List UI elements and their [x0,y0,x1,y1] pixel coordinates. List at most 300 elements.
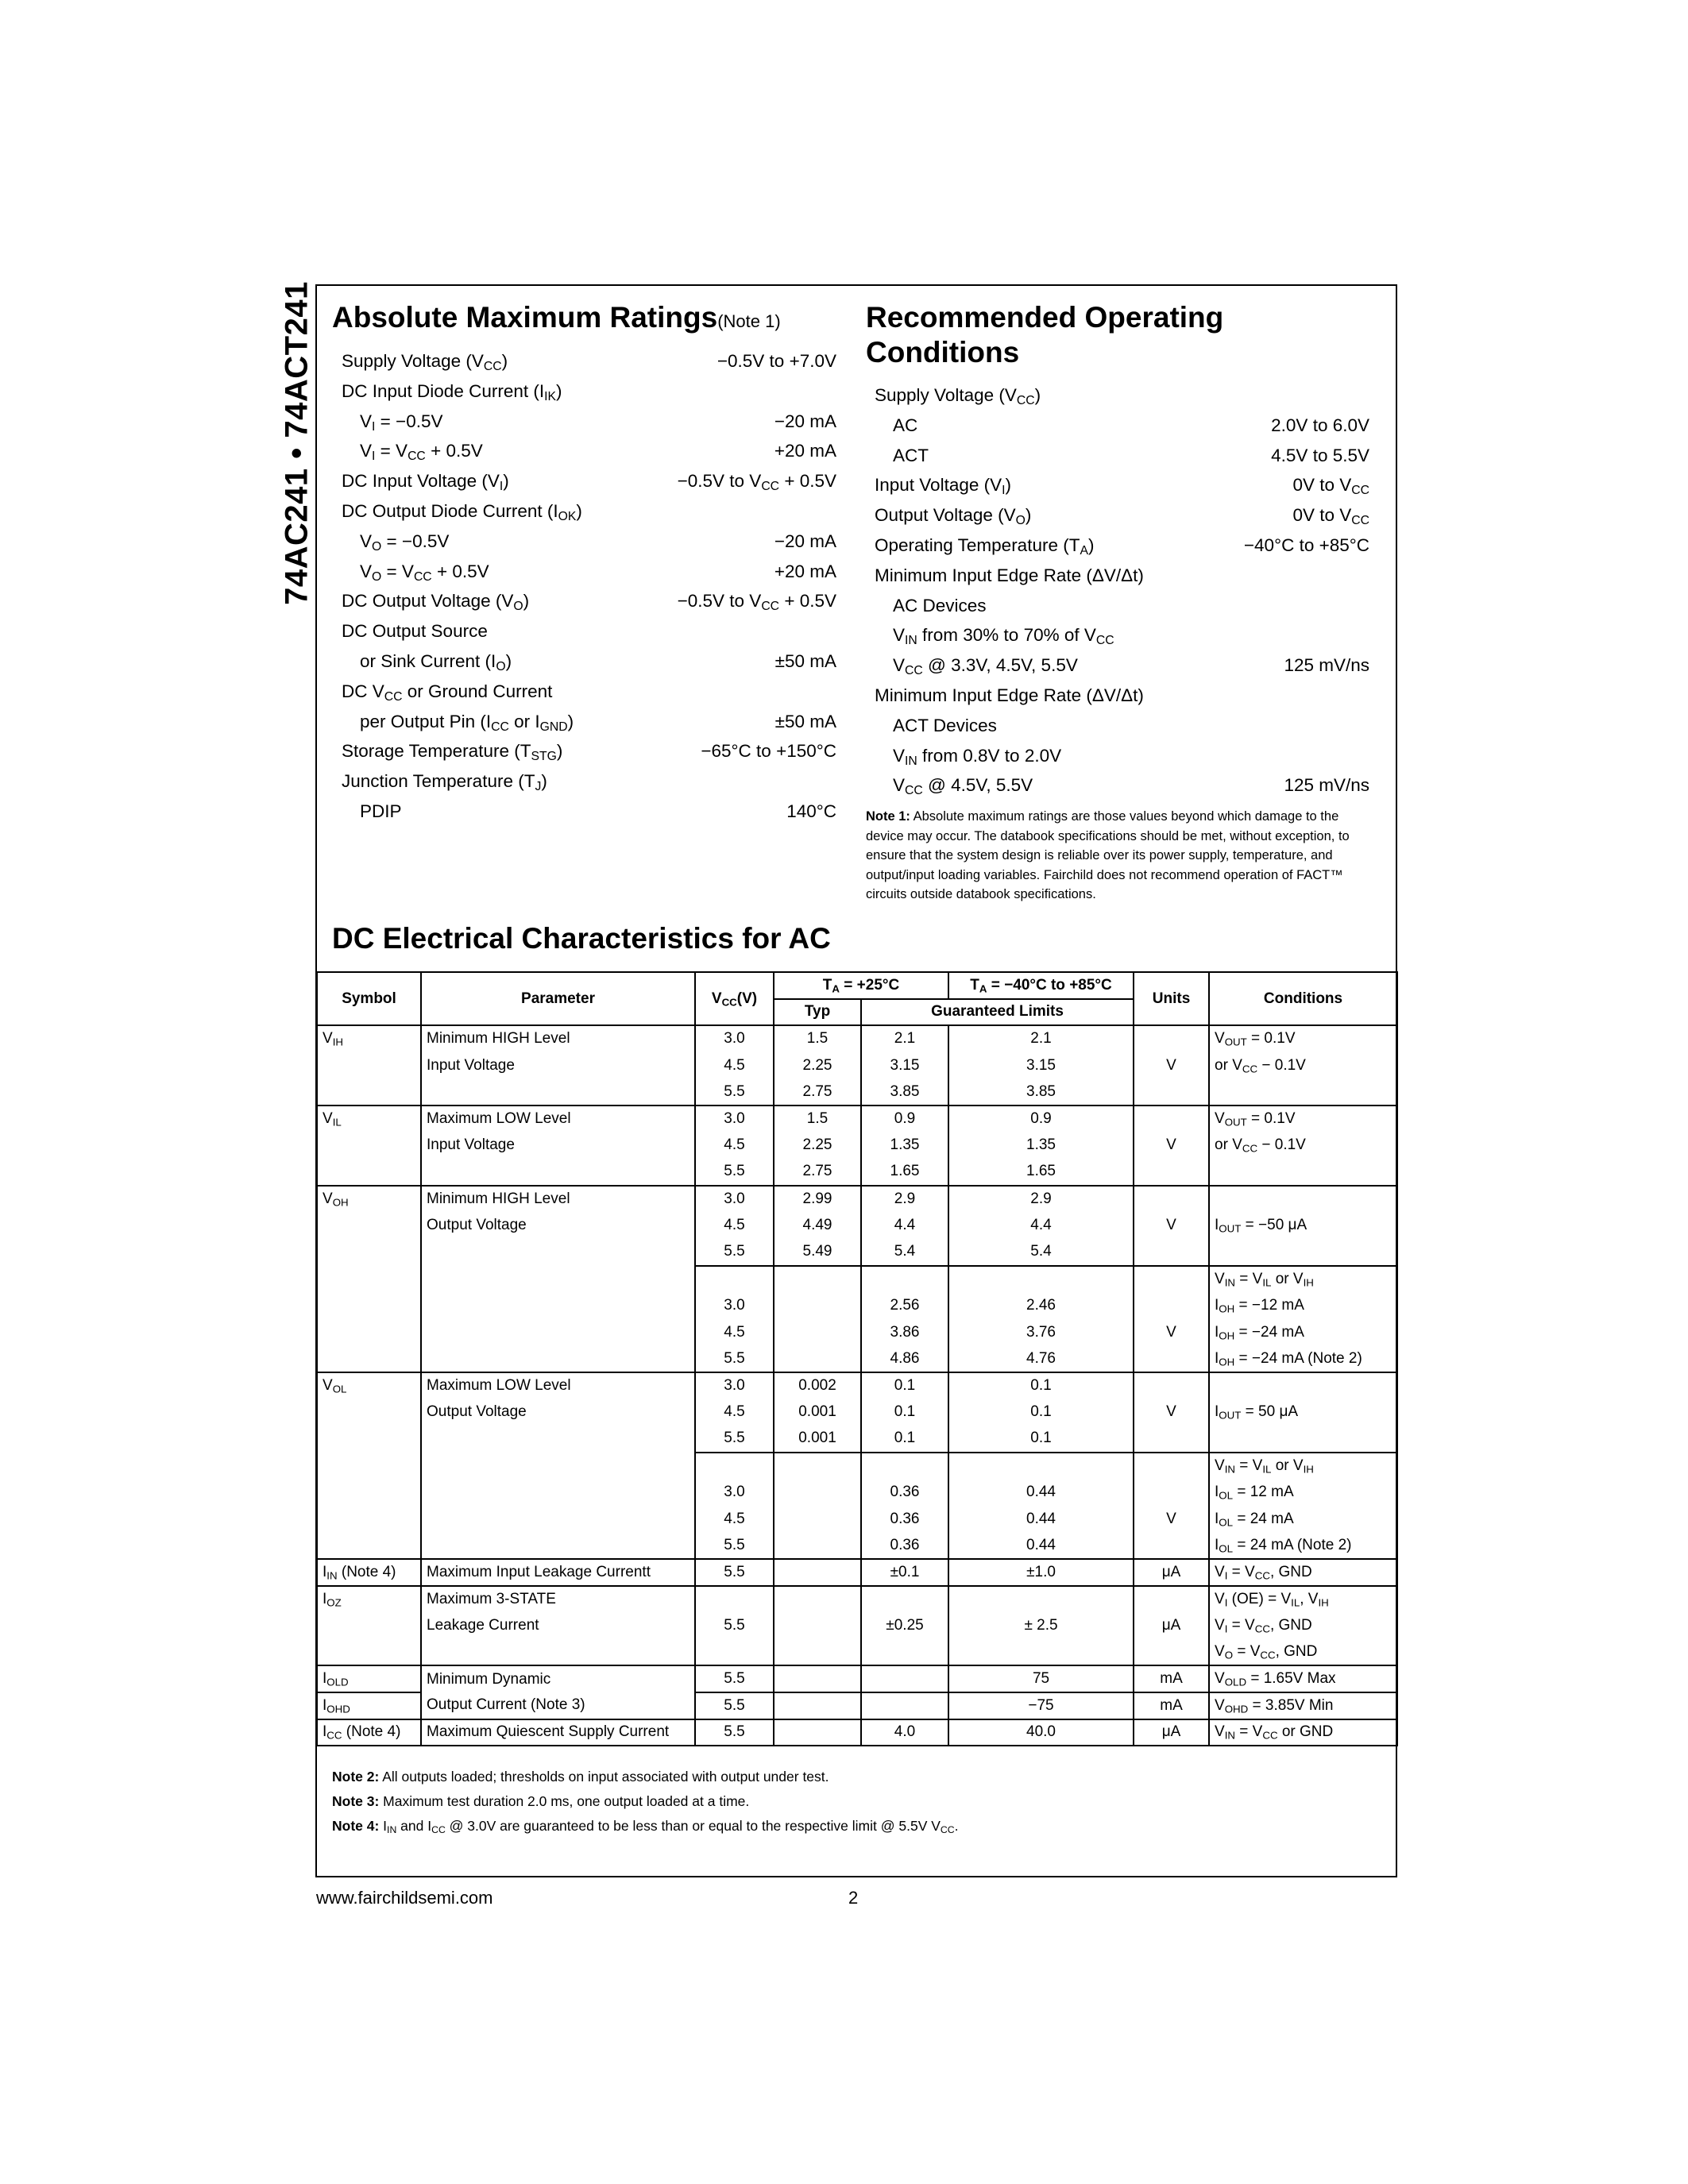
abs-max-row-label: DC Input Voltage $(V_I)$ [342,471,509,494]
abs-max-row-label: $V_O = -0.5V$ [360,531,450,554]
cell-limit-25c [861,1692,948,1719]
cell-limit-25c: 4.0 [861,1719,948,1746]
cell-parameter: Output Voltage [421,1399,695,1426]
cell-limit-25c: 0.1 [861,1399,948,1426]
cell-units [1134,1025,1209,1052]
cell-limit-25c: 5.4 [861,1239,948,1266]
cell-conditions: $I_{OUT} = -50$ μA [1209,1212,1397,1239]
cell-typ [774,1319,861,1346]
abs-max-row-label: or Sink Current $(I_O)$ [360,651,512,673]
cell-typ: 0.002 [774,1372,861,1399]
cell-limit-range: 3.15 [948,1052,1134,1079]
cell-vcc [695,1453,774,1480]
cell-symbol [317,1345,421,1372]
cell-typ [774,1266,861,1293]
cell-conditions [1209,1426,1397,1453]
cell-parameter: Maximum Input Leakage Currentt [421,1559,695,1586]
cell-typ: 4.49 [774,1212,861,1239]
cell-limit-25c: 4.4 [861,1212,948,1239]
cell-typ: 2.75 [774,1078,861,1106]
cell-parameter: Minimum Dynamic [421,1665,695,1692]
cell-typ: 2.75 [774,1159,861,1186]
rec-op-row-label: Operating Temperature $(T_A)$ [875,535,1095,558]
cell-units [1134,1586,1209,1613]
cell-typ [774,1532,861,1559]
abs-max-row-label: $V_O = V_{CC} + 0.5V$ [360,561,489,584]
cell-symbol [317,1319,421,1346]
table-row [317,1266,1397,1293]
cell-parameter: Maximum LOW Level [421,1372,695,1399]
rec-op-row-label: ACT Devices [893,715,997,735]
cell-parameter [421,1319,695,1346]
rec-op-row-value: 2.0V to 6.0V [1271,415,1369,435]
table-row [317,1719,1397,1746]
cell-limit-range: ±1.0 [948,1559,1134,1586]
cell-vcc: 4.5 [695,1212,774,1239]
cell-typ [774,1612,861,1639]
cell-symbol: $I_{IN}$ (Note 4) [317,1559,421,1586]
abs-max-row-label: DC Input Diode Current $(I_{IK})$ [342,380,562,403]
cell-symbol [317,1479,421,1506]
cell-limit-range: 3.85 [948,1078,1134,1106]
cell-limit-25c: ±0.1 [861,1559,948,1586]
cell-typ [774,1692,861,1719]
cell-conditions: $V_I = V_{CC}$, GND [1209,1612,1397,1639]
rec-op-row-label: Minimum Input Edge Rate (ΔV/Δt) [875,685,1144,705]
cell-conditions: $V_{OUT} = 0.1V$ [1209,1025,1397,1052]
cell-limit-range: 0.44 [948,1479,1134,1506]
cell-parameter: Output Current (Note 3) [421,1692,695,1719]
cell-parameter [421,1532,695,1559]
table-row [317,1372,1397,1399]
rec-op-row-label: ACT [893,445,929,465]
abs-max-row-value: −0.5V to $V_{CC} + 0.5V$ [677,591,836,614]
table-row [317,1106,1397,1133]
rec-op-row-value: −40°C to +85°C [1243,535,1369,555]
cell-limit-range: 0.1 [948,1372,1134,1399]
abs-max-row-value: −20 mA [774,531,836,551]
cell-limit-range: 2.9 [948,1186,1134,1213]
cell-limit-25c [861,1665,948,1692]
dc-note: Note 2: All outputs loaded; thresholds on input associated with output under test. [332,1769,829,1785]
cell-limit-range: 1.35 [948,1133,1134,1160]
cell-units [1134,1479,1209,1506]
cell-symbol: $I_{OHD}$ [317,1692,421,1719]
rec-op-row-value: 4.5V to 5.5V [1271,445,1369,465]
cell-limit-range: ± 2.5 [948,1612,1134,1639]
cell-parameter: Maximum LOW Level [421,1106,695,1133]
cell-limit-25c: 3.15 [861,1052,948,1079]
cell-parameter: Maximum 3-STATE [421,1586,695,1613]
cell-limit-range: −75 [948,1692,1134,1719]
cell-units [1134,1345,1209,1372]
cell-vcc: 5.5 [695,1078,774,1106]
cell-limit-25c [861,1266,948,1293]
cell-units: V [1134,1133,1209,1160]
cell-conditions: $V_O = V_{CC}$, GND [1209,1639,1397,1666]
cell-symbol [317,1532,421,1559]
cell-parameter [421,1639,695,1666]
cell-conditions [1209,1239,1397,1266]
rec-op-row-label: Output Voltage $(V_O)$ [875,505,1032,528]
cell-conditions: $V_{IN} = V_{CC}$ or GND [1209,1719,1397,1746]
header-symbol: Symbol [317,972,421,1025]
rec-op-row-label: Input Voltage $(V_I)$ [875,475,1012,498]
cell-symbol [317,1212,421,1239]
cell-conditions [1209,1078,1397,1106]
cell-limit-range [948,1586,1134,1613]
cell-vcc: 4.5 [695,1506,774,1533]
cell-parameter: Minimum HIGH Level [421,1186,695,1213]
cell-limit-range: 1.65 [948,1159,1134,1186]
cell-units: mA [1134,1692,1209,1719]
cell-units [1134,1292,1209,1319]
cell-symbol [317,1292,421,1319]
cell-typ [774,1345,861,1372]
cell-units [1134,1372,1209,1399]
table-row [317,1479,1397,1506]
abs-max-row-label: PDIP [360,801,402,821]
abs-max-row-label: per Output Pin ($I_{CC}$ or $I_{GND}$) [360,711,574,734]
cell-vcc: 5.5 [695,1159,774,1186]
cell-conditions: $V_I = V_{CC}$, GND [1209,1559,1397,1586]
table-row [317,1506,1397,1533]
rec-op-row-label: $V_{IN}$ from 30% to 70% of $V_{CC}$ [893,625,1114,648]
rec-op-row-label: AC Devices [893,595,987,615]
abs-max-row-value: −65°C to +150°C [701,741,836,762]
rec-op-row-value: 0V to $V_{CC}$ [1292,475,1369,498]
abs-max-row-value: +20 mA [774,441,836,461]
cell-conditions: or $V_{CC} - 0.1V$ [1209,1052,1397,1079]
abs-max-row-value: 140°C [786,801,836,821]
abs-max-row-value: +20 mA [774,561,836,581]
abs-max-row-label: Junction Temperature $(T_J)$ [342,771,547,794]
dc-note: Note 4: $I_{IN}$ and $I_{CC}$ @ 3.0V are guaranteed to be less than or equal to the respective limit @ 5.5V $V_{CC}$. [332,1818,959,1836]
cell-units [1134,1078,1209,1106]
cell-limit-25c: 2.56 [861,1292,948,1319]
cell-limit-25c: 0.1 [861,1426,948,1453]
table-row [317,1239,1397,1266]
abs-max-row-label: DC Output Voltage $(V_O)$ [342,591,530,614]
cell-parameter [421,1266,695,1293]
abs-max-row-value: −20 mA [774,411,836,431]
cell-units [1134,1532,1209,1559]
cell-vcc: 5.5 [695,1426,774,1453]
cell-units: V [1134,1212,1209,1239]
table-row [317,1025,1397,1052]
cell-vcc [695,1639,774,1666]
cell-symbol [317,1052,421,1079]
cell-vcc: 4.5 [695,1133,774,1160]
cell-symbol [317,1133,421,1160]
cell-typ [774,1719,861,1746]
cell-symbol: $V_{IL}$ [317,1106,421,1133]
cell-units [1134,1453,1209,1480]
header-units: Units [1134,972,1209,1025]
cell-limit-25c: 2.1 [861,1025,948,1052]
abs-max-row-value: −0.5V to +7.0V [717,351,836,371]
table-row [317,1186,1397,1213]
rec-op-row-label: AC [893,415,918,435]
cell-vcc: 5.5 [695,1665,774,1692]
cell-typ: 2.25 [774,1052,861,1079]
abs-max-row-label: DC Output Source [342,621,488,642]
table-row [317,1639,1397,1666]
cell-units [1134,1426,1209,1453]
cell-symbol [317,1639,421,1666]
cell-vcc: 5.5 [695,1239,774,1266]
cell-limit-25c [861,1586,948,1613]
header-ta-range: $T_A = -40^\circ C$ to +85°C [948,972,1134,999]
rec-op-row-value: 125 mV/ns [1284,655,1369,676]
table-row [317,1319,1397,1346]
cell-conditions: $I_{OH} = -24$ mA (Note 2) [1209,1345,1397,1372]
cell-units [1134,1106,1209,1133]
cell-limit-25c: 3.86 [861,1319,948,1346]
cell-typ [774,1639,861,1666]
header-vcc: $V_{CC}(V)$ [695,972,774,1025]
cell-limit-25c: 0.9 [861,1106,948,1133]
cell-symbol [317,1506,421,1533]
cell-parameter: Input Voltage [421,1052,695,1079]
cell-limit-range [948,1453,1134,1480]
cell-vcc: 3.0 [695,1186,774,1213]
cell-typ [774,1479,861,1506]
cell-limit-range: 75 [948,1665,1134,1692]
header-guaranteed-limits: Guaranteed Limits [861,999,1134,1026]
cell-conditions: $V_{IN} = V_{IL}$ or $V_{IH}$ [1209,1266,1397,1293]
table-row [317,1692,1397,1719]
table-row [317,1559,1397,1586]
cell-parameter [421,1239,695,1266]
rec-op-row-label: Minimum Input Edge Rate (ΔV/Δt) [875,565,1144,585]
cell-typ [774,1586,861,1613]
cell-typ [774,1506,861,1533]
document-side-title: 74AC241 • 74ACT241 [279,280,315,605]
cell-vcc: 3.0 [695,1025,774,1052]
abs-max-row-label: $V_I = -0.5V$ [360,411,443,434]
cell-conditions: $V_{OHD} = 3.85V$ Min [1209,1692,1397,1719]
cell-limit-range: 40.0 [948,1719,1134,1746]
cell-symbol: $V_{IH}$ [317,1025,421,1052]
cell-conditions: $I_{OL} = 24$ mA (Note 2) [1209,1532,1397,1559]
cell-vcc: 4.5 [695,1319,774,1346]
cell-vcc: 5.5 [695,1612,774,1639]
header-ta-25: $T_A = +25^\circ C$ [774,972,948,999]
cell-parameter [421,1426,695,1453]
cell-conditions: $V_I$ $(OE) = V_{IL}$, $V_{IH}$ [1209,1586,1397,1613]
cell-symbol [317,1426,421,1453]
cell-symbol [317,1078,421,1106]
cell-limit-range: 4.4 [948,1212,1134,1239]
rec-op-heading: Recommended Operating Conditions [866,301,1224,369]
cell-parameter [421,1292,695,1319]
cell-units [1134,1159,1209,1186]
abs-max-row-value: −0.5V to $V_{CC} + 0.5V$ [677,471,836,494]
cell-units: V [1134,1506,1209,1533]
rec-op-row-value: 125 mV/ns [1284,775,1369,796]
cell-conditions: $I_{OL} = 24$ mA [1209,1506,1397,1533]
cell-limit-range: 0.1 [948,1426,1134,1453]
cell-units: V [1134,1052,1209,1079]
cell-symbol: $I_{OZ}$ [317,1586,421,1613]
cell-limit-25c: 0.36 [861,1506,948,1533]
cell-vcc: 5.5 [695,1692,774,1719]
cell-limit-range: 0.44 [948,1506,1134,1533]
cell-limit-25c: 3.85 [861,1078,948,1106]
cell-units: V [1134,1399,1209,1426]
cell-limit-25c: 4.86 [861,1345,948,1372]
cell-units: mA [1134,1665,1209,1692]
cell-conditions [1209,1186,1397,1213]
abs-max-row-label: DC Output Diode Current $(I_{OK})$ [342,501,582,523]
cell-limit-range: 0.44 [948,1532,1134,1559]
cell-limit-25c [861,1453,948,1480]
cell-symbol [317,1239,421,1266]
cell-typ: 2.99 [774,1186,861,1213]
cell-conditions: $V_{IN} = V_{IL}$ or $V_{IH}$ [1209,1453,1397,1480]
cell-conditions: $V_{OLD} = 1.65V$ Max [1209,1665,1397,1692]
cell-vcc: 3.0 [695,1372,774,1399]
page-number: 2 [848,1888,859,1908]
cell-parameter: Leakage Current [421,1612,695,1639]
cell-limit-25c: 0.36 [861,1532,948,1559]
cell-units: μA [1134,1612,1209,1639]
cell-parameter [421,1078,695,1106]
cell-parameter [421,1506,695,1533]
cell-parameter: Input Voltage [421,1133,695,1160]
cell-conditions [1209,1372,1397,1399]
cell-limit-25c: 1.35 [861,1133,948,1160]
cell-symbol [317,1159,421,1186]
cell-units [1134,1186,1209,1213]
cell-symbol [317,1612,421,1639]
cell-symbol [317,1453,421,1480]
cell-parameter [421,1345,695,1372]
cell-vcc: 4.5 [695,1399,774,1426]
cell-conditions: $I_{OH} = -24$ mA [1209,1319,1397,1346]
cell-vcc [695,1266,774,1293]
cell-conditions: or $V_{CC} - 0.1V$ [1209,1133,1397,1160]
cell-parameter [421,1479,695,1506]
cell-units: μA [1134,1719,1209,1746]
cell-conditions: $I_{OUT} = 50$ μA [1209,1399,1397,1426]
cell-symbol: $I_{CC}$ (Note 4) [317,1719,421,1746]
cell-typ [774,1292,861,1319]
cell-units [1134,1639,1209,1666]
footer-url: www.fairchildsemi.com [316,1888,493,1908]
abs-max-row-label: Supply Voltage $(V_{CC})$ [342,351,508,373]
cell-limit-range: 3.76 [948,1319,1134,1346]
cell-units [1134,1239,1209,1266]
dc-characteristics-heading: DC Electrical Characteristics for AC [332,922,831,955]
cell-vcc: 4.5 [695,1052,774,1079]
cell-limit-range: 5.4 [948,1239,1134,1266]
cell-typ: 2.25 [774,1133,861,1160]
cell-vcc [695,1586,774,1613]
table-row [317,1426,1397,1453]
dc-characteristics-table [316,971,1398,1746]
cell-limit-25c: 0.1 [861,1372,948,1399]
cell-limit-range: 0.1 [948,1399,1134,1426]
cell-units: μA [1134,1559,1209,1586]
table-row [317,1665,1397,1692]
table-row [317,1453,1397,1480]
cell-limit-25c: 0.36 [861,1479,948,1506]
cell-typ: 1.5 [774,1106,861,1133]
cell-limit-range [948,1266,1134,1293]
cell-typ [774,1453,861,1480]
abs-max-row-value: ±50 mA [774,651,836,671]
cell-symbol: $V_{OL}$ [317,1372,421,1399]
cell-limit-range: 4.76 [948,1345,1134,1372]
rec-op-row-label: $V_{IN}$ from 0.8V to 2.0V [893,745,1062,768]
cell-typ [774,1665,861,1692]
dc-note: Note 3: Maximum test duration 2.0 ms, one output loaded at a time. [332,1793,750,1809]
cell-typ: 5.49 [774,1239,861,1266]
cell-vcc: 3.0 [695,1292,774,1319]
cell-vcc: 5.5 [695,1532,774,1559]
cell-units [1134,1266,1209,1293]
abs-max-row-label: $V_I = V_{CC} + 0.5V$ [360,441,483,464]
cell-conditions: $I_{OH} = -12$ mA [1209,1292,1397,1319]
table-row [317,1133,1397,1160]
table-row [317,1292,1397,1319]
table-row [317,1159,1397,1186]
cell-conditions: $I_{OL} = 12$ mA [1209,1479,1397,1506]
cell-vcc: 3.0 [695,1479,774,1506]
cell-symbol [317,1399,421,1426]
cell-limit-range: 2.46 [948,1292,1134,1319]
rec-op-row-label: $V_{CC}$ @ 3.3V, 4.5V, 5.5V [893,655,1078,678]
cell-limit-25c: ±0.25 [861,1612,948,1639]
cell-vcc: 5.5 [695,1719,774,1746]
abs-max-heading: Absolute Maximum Ratings(Note 1) [332,301,781,334]
table-row [317,1532,1397,1559]
abs-max-row-label: DC $V_{CC}$ or Ground Current [342,681,553,704]
cell-conditions [1209,1159,1397,1186]
cell-typ [774,1559,861,1586]
cell-limit-range: 0.9 [948,1106,1134,1133]
cell-symbol: $V_{OH}$ [317,1186,421,1213]
cell-conditions: $V_{OUT} = 0.1V$ [1209,1106,1397,1133]
abs-max-row-value: ±50 mA [774,711,836,731]
cell-parameter: Output Voltage [421,1212,695,1239]
note-1: Note 1: Absolute maximum ratings are those values beyond which damage to the device may occur. The databook specifications should be met, without exception, to ensure that the system design is reliable over its power supply, temperature, and output/input loading variables. Fairchild does not recommend operation of FACT™ circuits outside databook specifications. [866,809,1350,901]
table-row [317,1078,1397,1106]
cell-typ: 1.5 [774,1025,861,1052]
cell-symbol: $I_{OLD}$ [317,1665,421,1692]
cell-parameter: Maximum Quiescent Supply Current [421,1719,695,1746]
cell-typ: 0.001 [774,1426,861,1453]
table-row [317,1612,1397,1639]
table-row [317,1212,1397,1239]
cell-parameter [421,1159,695,1186]
cell-limit-25c: 2.9 [861,1186,948,1213]
table-row [317,1399,1397,1426]
header-typ: Typ [774,999,861,1026]
header-parameter: Parameter [421,972,695,1025]
rec-op-row-value: 0V to $V_{CC}$ [1292,505,1369,528]
cell-limit-25c: 1.65 [861,1159,948,1186]
cell-parameter [421,1453,695,1480]
cell-limit-range: 2.1 [948,1025,1134,1052]
rec-op-row-label: Supply Voltage $(V_{CC})$ [875,385,1041,407]
cell-units: V [1134,1319,1209,1346]
cell-vcc: 3.0 [695,1106,774,1133]
cell-limit-25c [861,1639,948,1666]
cell-parameter: Minimum HIGH Level [421,1025,695,1052]
